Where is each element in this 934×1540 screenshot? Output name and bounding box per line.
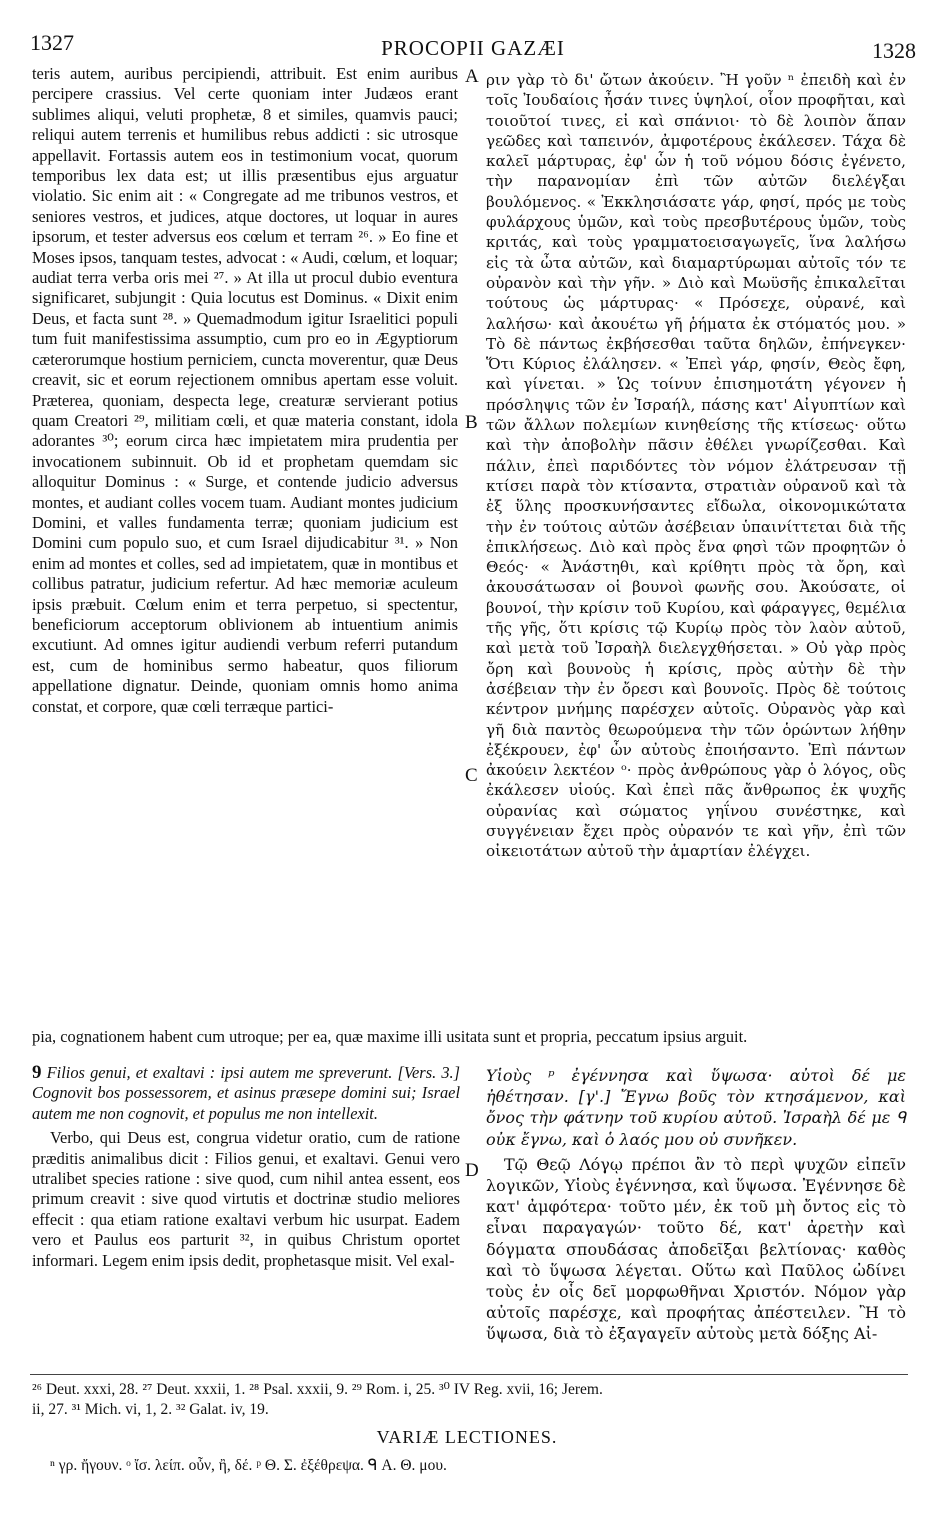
page-header [30, 30, 916, 62]
section-9-body-latin: Verbo, qui Deus est, congrua videtur oratio, cum de ratione præditis animalibus dicit : Filios genui, et exaltavi. Genui vero utralibet species ratione : sive quod, cum nihil antea essent, eos primum creavit : sive quod virtutis et doctrinæ studio meliores effecit : qua etiam ratione exaltavi verbum hic usurpat. Eadem vero et Paulus eos parturit ³², in quibus Christum oportet informari. Legem enim ipsis dedit, prophetasque misit. Vel exal- [32, 1128, 460, 1270]
section-9-greek [486, 1065, 906, 1345]
variae-lectiones-text: ⁿ γρ. ἤγουν. ᵒ ἴσ. λείπ. οὖν, ἢ, δέ. ᵖ Θ. Σ. ἐξέθρεψα. ᑫ Α. Θ. μου. [50, 1457, 447, 1474]
section-9-body-greek: Τῷ Θεῷ Λόγῳ πρέποι ἂν τὸ περὶ ψυχῶν εἰπεῖν λογικῶν, Υἱοὺς ἐγέννησα, καὶ ὕψωσα. Ἐγέννησε δὲ κατ' ἀμφότερα· τοῦτο μέν, ἐκ τοῦ μὴ ὄντος εἰς τὸ εἶναι παραγαγών· τοῦτο δέ, κατ' ἀρετὴν καὶ δόγματα σπουδάσας ἀποδεῖξαι βελτίονας· καθὸς καὶ τὸ ὕψωσα λέγεται. Οὕτω καὶ Παῦλος ὠδίνει τοὺς ἐν οἷς δεῖ μορφωθῆναι Χριστόν. Νόμον γὰρ αὐτοῖς παρέσχε, καὶ προφήτας ἀπέστειλεν. Ἢ τὸ ὕψωσα, διὰ τὸ ἐξαγαγεῖν αὐτοὺς μετὰ δόξης Αἰ- [486, 1154, 906, 1344]
footnote-line: ii, 27. ³¹ Mich. vi, 1, 2. ³² Galat. iv, 19. [32, 1401, 269, 1418]
lemma-latin-text: Filios genui, et exaltavi : ipsi autem me spreverunt. [Vers. 3.] Cognovit bos possessorem, et asinus præsepe domini sui; Israel autem me non cognovit, et populus me non intellexit. [32, 1063, 460, 1123]
footnote-line: ²⁶ Deut. xxxi, 28. ²⁷ Deut. xxxii, 1. ²⁸ Psal. xxxii, 9. ²⁹ Rom. i, 25. ³⁰ IV Reg. xvii, 16; Jerem. [32, 1381, 603, 1398]
margin-letter-a: A [465, 66, 479, 87]
latin-column [32, 64, 458, 717]
lemma-greek-text: Υἱοὺς ᵖ ἐγέννησα καὶ ὕψωσα· αὐτοὶ δέ με ἠθέτησαν. [γ'.] Ἔγνω βοῦς τὸν κτησάμενον, καὶ ὄνος τὴν φάτνην τοῦ κυρίου αὐτοῦ. Ἰσραὴλ δέ με ᑫ οὐκ ἔγνω, καὶ ὁ λαός μου οὐ συνῆκεν. [486, 1066, 906, 1149]
greek-column-text: ριν γὰρ τὸ δι' ὤτων ἀκούειν. Ἢ γοῦν ⁿ ἐπειδὴ καὶ ἐν τοῖς Ἰουδαίοις ἦσάν τινες ὑψηλοί, οἷον προφῆται, καὶ τοιοῦτοί τινες, εἰ καὶ σπάνιοι· τὸ δὲ λοιπὸν ἅπαν γεῶδες καὶ ταπεινόν, ἀμφοτέρους ἐκάλεσεν. Τάχα δὲ καλεῖ μάρτυρας, ἐφ' ὧν ἡ τοῦ νόμου δόσις ἐγένετο, τὴν παρανομίαν ἐπὶ τῶν αὐτῶν διελέγξαι βουλόμενος. « Ἐκκλησιάσατε γάρ, φησί, πρός με τοὺς φυλάρχους ὑμῶν, καὶ τοὺς πρεσβυτέρους ὑμῶν, τοὺς κριτάς, καὶ τοὺς γραμματοεισαγωγεῖς, ἵνα λαλήσω εἰς τὰ ὦτα αὐτῶν, καὶ διαμαρτύρωμαι αὐτοῖς τόν τε οὐρανὸν καὶ τὴν γῆν. » Διὸ καὶ Μωϋσῆς ἐπικαλεῖται τούτους ὡς μάρτυρας· « Πρόσεχε, οὐρανέ, καὶ λαλήσω· καὶ ἀκουέτω γῆ ῥήματα ἐκ στόματός μου. » Τὸ δὲ πάντως ἐκβήσεσθαι ταῦτα δηλῶν, ἐπήνεγκεν· Ὅτι Κύριος ἐλάλησεν. « Ἐπεὶ γάρ, φησίν, Θεὸς ἔφη, καὶ γίνεται. » Ὡς τοίνυν ἐπισημοτάτη γέγονεν ἡ πρόσληψις τῶν ἐν Ἰσραήλ, πάσης κατ' Αἰγυπτίων καὶ τῶν ἄλλων πολεμίων κινηθείσης τῆς κτίσεως· οὕτω καὶ τὴν ἀποβολὴν πᾶσιν ἐθέλει γνωρίζεσθαι. Καὶ πάλιν, ἐπεὶ παριδόντες τὸν νόμον ἐλάτρευσαν τῇ κτίσει παρὰ τὸν κτίσαντα, στρατιὰν οὐρανοῦ καὶ τὰ ἐξ ὕλης προσκυνήσαντες εἴδωλα, οἰκονομικώτατα τὴν ἐν τούτοις αὐτῶν ἀσέβειαν ὑπαινίττεται διὰ τῆς ἐπικλήσεως. Διὸ καὶ πρὸς ἕνα φησὶ τῶν προφητῶν ὁ Θεός· « Ἀνάστηθι, καὶ κρίθητι πρὸς τὰ ὄρη, καὶ ἀκουσάτωσαν οἱ βουνοὶ φωνῆς σου. Ἀκούσατε, οἱ βουνοί, τὴν κρίσιν τοῦ Κυρίου, καὶ φάραγγες, θεμέλια τῆς γῆς, ὅτι κρίσις τῷ Κυρίῳ πρὸς τὸν λαὸν αὐτοῦ, καὶ μετὰ τοῦ Ἰσραὴλ διελεγχθήσεται. » Οὐ γὰρ πρὸς ὄρη καὶ βουνοὺς ἡ κρίσις, πρὸς αὐτὴν δὲ τὴν ἀσέβειαν τὴν ἐν ὄρεσι καὶ βουνοῖς. Πρὸς δὲ τούτοις κέντρον μνήμης παρέσχεν αὐτοῖς. Οὐρανὸς γὰρ καὶ γῆ διὰ παντὸς θεωρούμενα τὴν τῶν ὁρώντων λήθην ἐξέκρουεν, ἐφ' ὧν αὐτοὺς ἐποιήσαντο. Ἐπὶ πάντων ἀκούειν λεκτέον ᵒ· πρὸς ἀνθρώπους γὰρ ὁ λόγος, οὓς ἐκάλεσεν υἱούς. Καὶ ἐπεὶ πᾶς ἄνθρωπος ἐκ ψυχῆς οὐρανίας καὶ σώματος γηΐνου συνέστηκε, καὶ συγγένειαν ἔχει πρὸς οὐρανόν τε καὶ γῆν, ἐπὶ τῶν οἰκειοτάτων αὐτοῦ τὴν ἁμαρτίαν ἐλέγχει. [486, 71, 906, 861]
section-number: 9 [32, 1062, 42, 1083]
section-9-lemma-greek [486, 1065, 906, 1150]
latin-column-text: teris autem, auribus percipiendi, attribuit. Est enim auribus percipere crassius. Vel certe quoniam inter Judæos erant sublimes aliqui, veluti prophetæ, 8 et similes, quamvis pauci; reliqui autem terrenis et humilibus rebus addicti : sic utrosque appellavit. Fortassis autem eos in testimonium vocat, quorum temporibus lex data est; ut illis præsentibus ejus arguatur violatio. Sic enim ait : « Congregate ad me tribunos vestros, et seniores vestros, et judices, atque doctores, ut loquar in aures ipsorum, et tester adversus eos cœlum et terram ²⁶. » Eo fine et Moses ipsos, tanquam testes, advocat : « Audi, cœlum, et loquar; audiat terra verba oris mei ²⁷. » At illa ut procul dubio eventura significaret, subjungit : Quia locutus est Dominus. « Dixit enim Deus, et facta sunt ²⁸. » Quemadmodum igitur Israelitici populi tum fuit manifestissima assumptio, cum pro eo in Ægyptiorum cæterorumque hostium perniciem, cuncta moverentur, quæ Deus creavit, sic et eorum rejectionem omnibus apertam esse voluit. Præterea, quoniam, despecta lege, creaturæ servierant potius quam Creatori ²⁹, militiam cœli, et quæ materia constant, idola adorantes ³⁰; eorum circa hæc impietatem mira prudentia per invocationem subinnuit. Ob id et prophetam quemdam sic alloquitur Dominus : « Surge, et contende judicio adversus montes, et audiant colles vocem tuam. Audiant montes judicium Domini, et valles fundamenta terræ; quoniam judicium est Domini cum populo suo, et cum Israel dijudicabitur ³¹. » Non enim ad montes et colles, sed ad impietatem, quæ in montibus et collibus patratur, judicium refertur. Ad hæc memoriæ aculeum ipsis præbuit. Cœlum enim et terra perpetuo, si spectentur, beneficiorum acceptorum oblivionem ab intuentium animis excutiunt. Ad omnes igitur audiendi verbum referri putandum est, cum de hominibus sermo habeatur, quos filiorum appellatione dignatur. Deinde, quoniam omnis homo anima constat, et corpore, quæ cœli terræque partici- [32, 64, 458, 716]
margin-letter-d: D [465, 1160, 479, 1181]
variae-lectiones [50, 1456, 890, 1476]
page-number-right: 1328 [872, 38, 916, 63]
section-9-lemma-latin [32, 1063, 460, 1124]
margin-letter-b: B [465, 412, 478, 433]
full-width-line [32, 1027, 908, 1047]
greek-column [486, 70, 906, 862]
footnote-rule [30, 1374, 908, 1375]
footnotes [32, 1380, 908, 1420]
full-width-line-text: pia, cognationem habent cum utroque; per ea, quæ maxime illi usitata sunt et propria, peccatum ipsius arguit. [32, 1027, 748, 1046]
running-title: PROCOPII GAZÆI [381, 36, 565, 60]
page-number-left: 1327 [30, 30, 74, 55]
variae-lectiones-title: VARIÆ LECTIONES. [376, 1427, 558, 1447]
margin-letter-c: C [465, 765, 478, 786]
section-9-latin [32, 1063, 460, 1271]
